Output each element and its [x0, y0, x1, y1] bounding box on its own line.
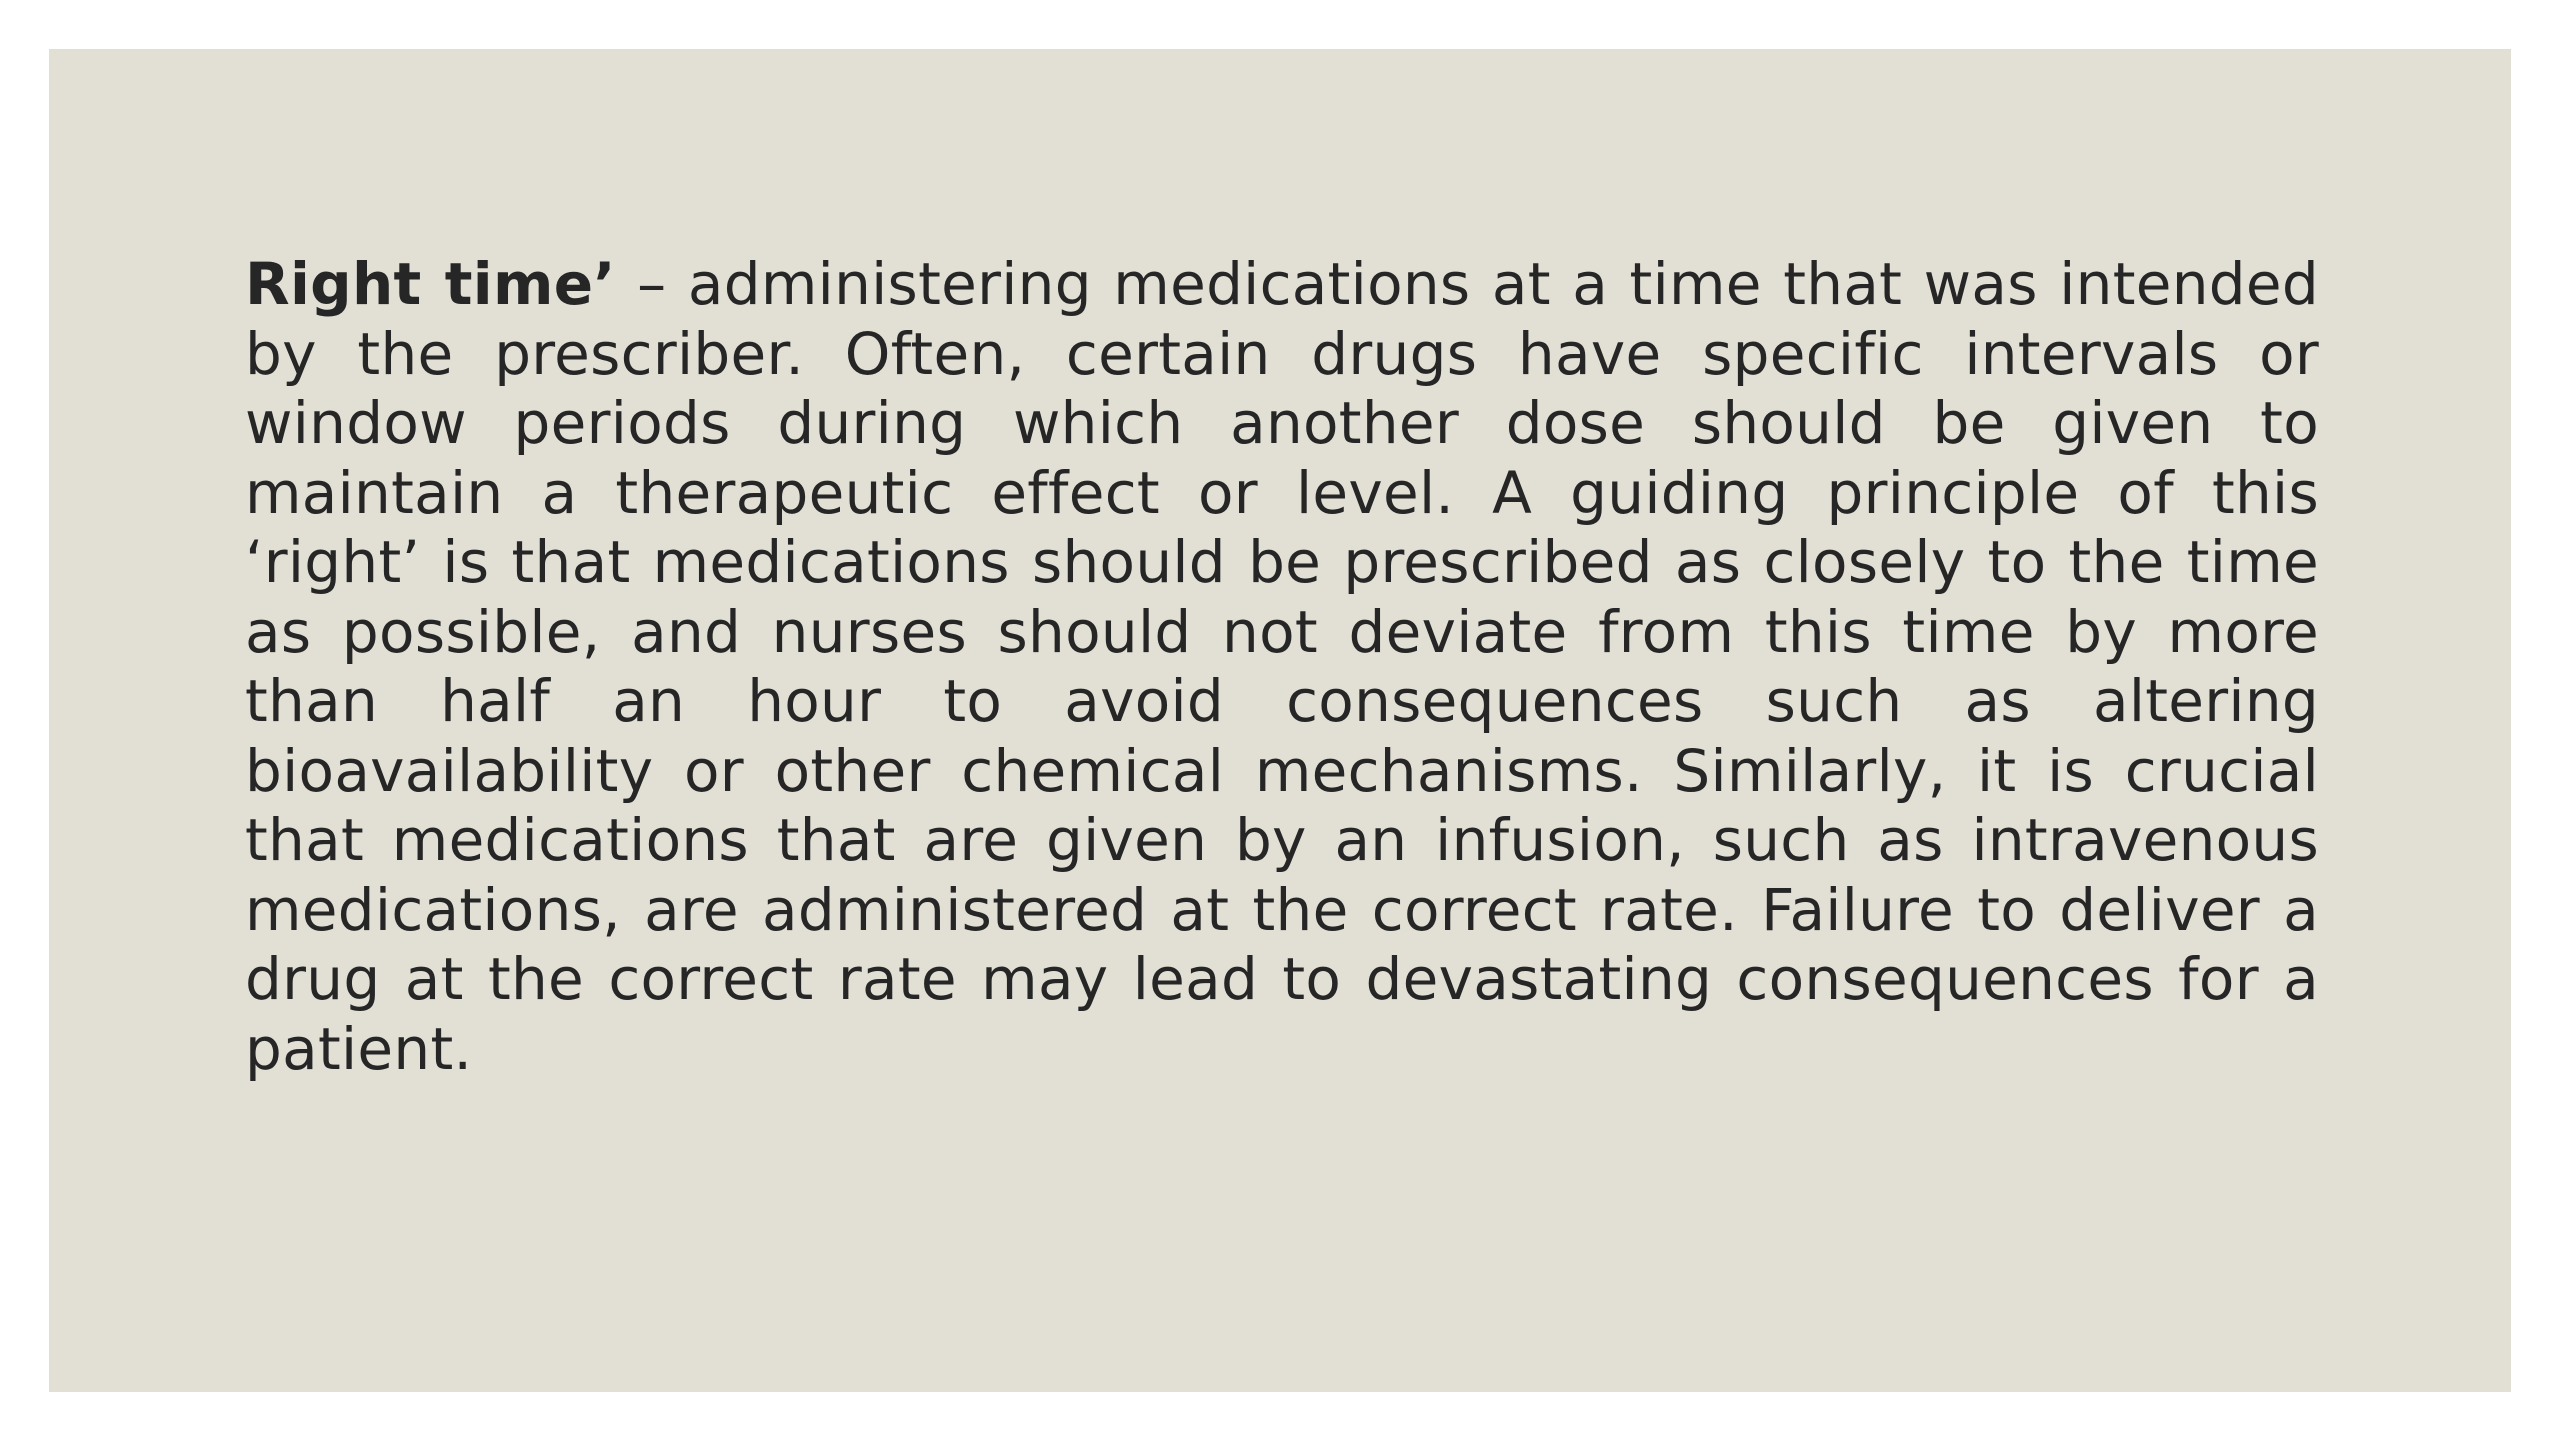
term-heading: Right time’ [245, 250, 616, 318]
paragraph-text: – administering medications at a time that was intended by the prescriber. Often, certain drugs have specific intervals or window periods during which another dose should be given to maintain a therapeutic effect or level. A guiding principle of this ‘right’ is that medications should be prescribed as closely to the time as possible, and nurses should not deviate from this time by more than half an hour to avoid consequences such as altering bioavailability or other chemical mechanisms. Similarly, it is crucial that medications that are given by an infusion, such as intravenous medications, are administered at the correct rate. Failure to deliver a drug at the correct rate may lead to devastating consequences for a patient. [245, 250, 2319, 1083]
body-paragraph [245, 250, 2319, 1084]
slide-background [49, 49, 2511, 1392]
